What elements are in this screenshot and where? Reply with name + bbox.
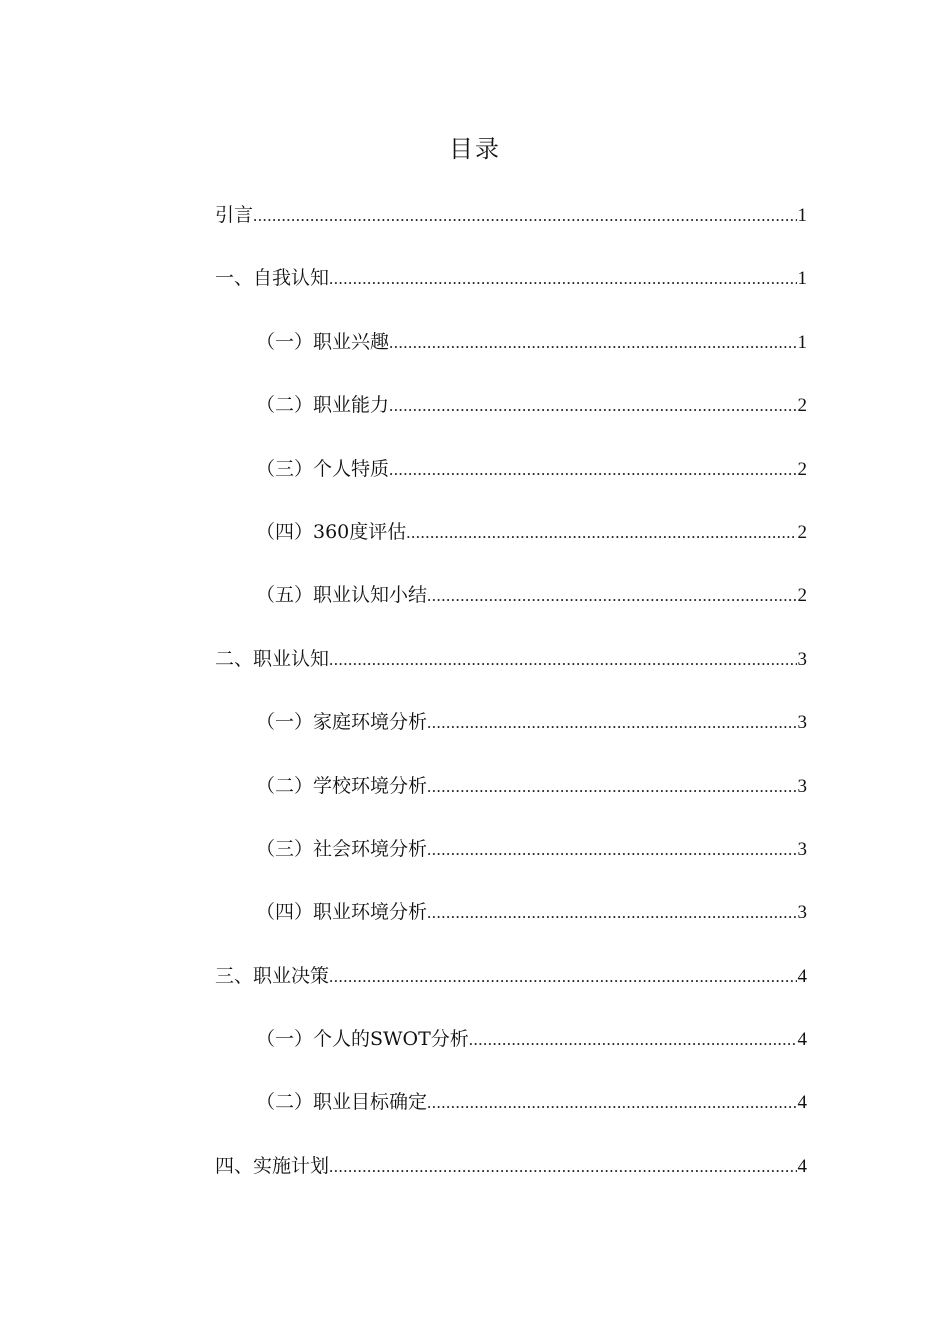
toc-entry-text: （五）职业认知小结: [256, 584, 428, 607]
toc-entry[interactable]: [215, 247, 807, 310]
toc-entry-text: （一）职业兴趣: [256, 330, 390, 353]
toc-dot-leader: [389, 438, 796, 501]
toc-page-number: 3: [797, 838, 807, 860]
toc-dot-leader: [469, 1008, 797, 1071]
toc-page-number: 3: [797, 775, 807, 797]
toc-entry[interactable]: [215, 755, 807, 818]
toc-list: [215, 184, 807, 1198]
toc-entry-text: （二）学校环境分析: [256, 774, 428, 797]
toc-entry-text: （三）个人特质: [256, 457, 390, 480]
toc-entry-text: 二、职业认知: [215, 647, 330, 670]
toc-entry[interactable]: [215, 691, 807, 754]
toc-entry-text: （一）家庭环境分析: [256, 711, 428, 734]
toc-title: 目录: [449, 135, 501, 163]
toc-entry[interactable]: [215, 374, 807, 437]
toc-entry[interactable]: [215, 1008, 807, 1071]
toc-page-number: 2: [797, 521, 807, 543]
toc-dot-leader: [329, 247, 796, 310]
toc-page-number: 4: [797, 965, 807, 987]
toc-page-number: 2: [797, 458, 807, 480]
toc-entry-text: 引言: [215, 204, 254, 226]
toc-dot-leader: [389, 374, 796, 437]
toc-dot-leader: [427, 1071, 796, 1134]
toc-entry[interactable]: [215, 501, 807, 564]
toc-entry-text: 一、自我认知: [215, 267, 330, 290]
toc-entry-text: （四）360度评估: [256, 520, 407, 543]
toc-entry[interactable]: [215, 1071, 807, 1134]
toc-dot-leader: [389, 311, 796, 374]
toc-entry[interactable]: [215, 945, 807, 1008]
toc-page-number: 2: [797, 585, 807, 607]
toc-entry[interactable]: [215, 311, 807, 374]
toc-dot-leader: [406, 501, 796, 564]
toc-page-number: 1: [797, 205, 807, 226]
toc-entry-text: （一）个人的SWOT分析: [256, 1028, 469, 1051]
toc-entry-text: （四）职业环境分析: [256, 901, 428, 924]
toc-dot-leader: [329, 628, 796, 691]
toc-entry-text: （二）职业目标确定: [256, 1091, 428, 1114]
toc-entry[interactable]: [215, 1135, 807, 1198]
toc-entry[interactable]: [215, 628, 807, 691]
toc-page-number: 1: [797, 331, 807, 353]
toc-page-number: 3: [797, 902, 807, 924]
toc-dot-leader: [427, 881, 796, 944]
toc-dot-leader: [329, 945, 796, 1008]
toc-entry[interactable]: [215, 184, 807, 247]
toc-page-number: 4: [797, 1092, 807, 1114]
toc-entry-text: 三、职业决策: [215, 964, 330, 987]
toc-page-number: 4: [797, 1029, 807, 1051]
toc-entry-text: 四、实施计划: [215, 1154, 330, 1177]
toc-page-number: 1: [797, 268, 807, 290]
toc-dot-leader: [427, 755, 796, 818]
toc-dot-leader: [253, 184, 796, 247]
toc-entry-text: （二）职业能力: [256, 394, 390, 417]
toc-dot-leader: [427, 818, 796, 881]
toc-dot-leader: [329, 1135, 796, 1198]
toc-dot-leader: [427, 564, 796, 627]
toc-entry-text: （三）社会环境分析: [256, 837, 428, 860]
toc-entry[interactable]: [215, 564, 807, 627]
toc-entry[interactable]: [215, 438, 807, 501]
toc-dot-leader: [427, 691, 796, 754]
toc-page-number: 2: [797, 395, 807, 417]
toc-entry[interactable]: [215, 818, 807, 881]
toc-page-number: 3: [797, 712, 807, 734]
toc-entry[interactable]: [215, 881, 807, 944]
toc-page-number: 4: [797, 1155, 807, 1177]
toc-page-number: 3: [797, 648, 807, 670]
